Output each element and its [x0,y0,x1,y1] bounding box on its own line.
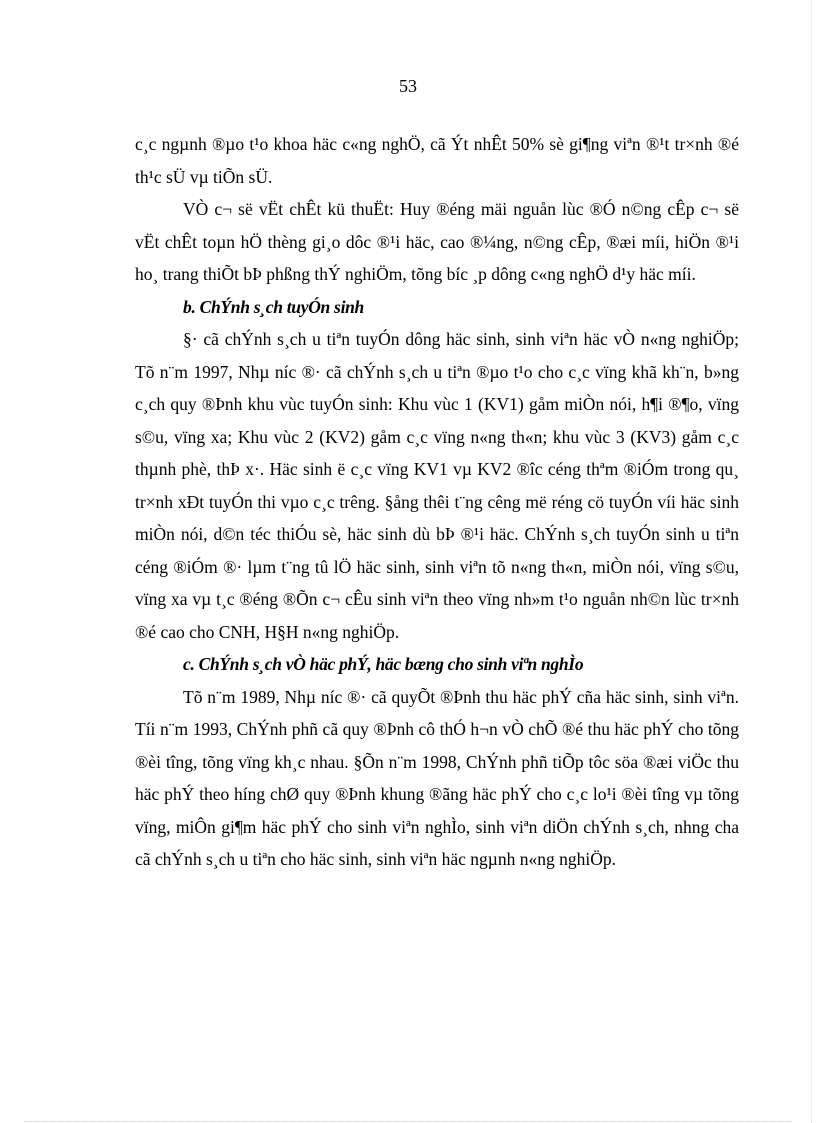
paragraph-staff-qualification: c¸c ngµnh ®µo t¹o khoa häc c«ng nghÖ, cã Ýt nhÊt 50% sè gi¶ng viªn ®¹t tr×nh ®é th¹c sÜ vµ tiÕn sÜ. [135,134,739,187]
page-body [135,128,739,876]
paragraph-tuition-policy: Tõ n¨m 1989, Nhµ níc ®· cã quyÕt ®Þnh thu häc phÝ cña häc sinh, sinh viªn. Tíi n¨m 1993, ChÝnh phñ cã quy ®Þnh cô thÓ h¬n vÒ chÕ ®é thu häc phÝ cho tõng ®èi tîng, tõng vïng kh¸c nhau. §Õn n¨m 1998, ChÝnh phñ tiÕp tôc söa ®æi viÖc thu häc phÝ theo híng chØ quy ®Þnh khung ®ãng häc phÝ cho c¸c lo¹i ®èi tîng vµ tõng vïng, miÔn gi¶m häc phÝ cho sinh viªn nghÌo, sinh viªn diÖn chÝnh s¸ch, nhng cha cã chÝnh s¸ch u tiªn cho häc sinh, sinh viªn häc ngµnh n«ng nghiÖp. [135,686,739,869]
page-edge-bottom [24,1121,792,1122]
section-heading-tuition-policy: c. ChÝnh s¸ch vÒ häc phÝ, häc bæng cho sinh viªn nghÌo [183,654,584,674]
paragraph-infrastructure: VÒ c¬ së vËt chÊt kü thuËt: Huy ®éng mäi nguån lùc ®Ó n©ng cÊp c¬ së vËt chÊt toµn hÖ thèng gi¸o dôc ®¹i häc, cao ®¼ng, n©ng cÊp, ®æi míi, hiÖn ®¹i ho¸ trang thiÕt bÞ phßng thÝ nghiÖm, tõng bíc ¸p dông c«ng nghÖ d¹y häc míi. [135,199,739,284]
page-edge-right [811,0,812,1123]
paragraph-admission-policy: §· cã chÝnh s¸ch u tiªn tuyÓn dông häc sinh, sinh viªn häc vÒ n«ng nghiÖp; Tõ n¨m 1997, Nhµ níc ®· cã chÝnh s¸ch u tiªn ®µo t¹o cho c¸c vïng khã kh¨n, b»ng c¸ch quy ®Þnh khu vùc tuyÓn sinh: Khu vùc 1 (KV1) gåm miÒn nói, h¶i ®¶o, vïng s©u, vïng xa; Khu vùc 2 (KV2) gåm c¸c vïng n«ng th«n; khu vùc 3 (KV3) gåm c¸c thµnh phè, thÞ x·. Häc sinh ë c¸c vïng KV1 vµ KV2 ®îc céng thªm ®iÓm trong qu¸ tr×nh xÐt tuyÓn thi vµo c¸c trêng. §ång thêi t¨ng cêng më réng cö tuyÓn víi häc sinh miÒn nói, d©n téc thiÓu sè, häc sinh dù bÞ ®¹i häc. ChÝnh s¸ch tuyÓn sinh u tiªn céng ®iÓm ®· lµm t¨ng tû lÖ häc sinh, sinh viªn tõ n«ng th«n, miÒn nói, vïng s©u, vïng xa vµ t¸c ®éng ®Õn c¬ cÊu sinh viªn theo vïng nh»m t¹o nguån nh©n lùc tr×nh ®é cao cho CNH, H§H n«ng nghiÖp. [135,329,739,642]
page-number: 53 [399,76,417,96]
section-heading-admission-policy: b. ChÝnh s¸ch tuyÓn sinh [183,296,364,317]
